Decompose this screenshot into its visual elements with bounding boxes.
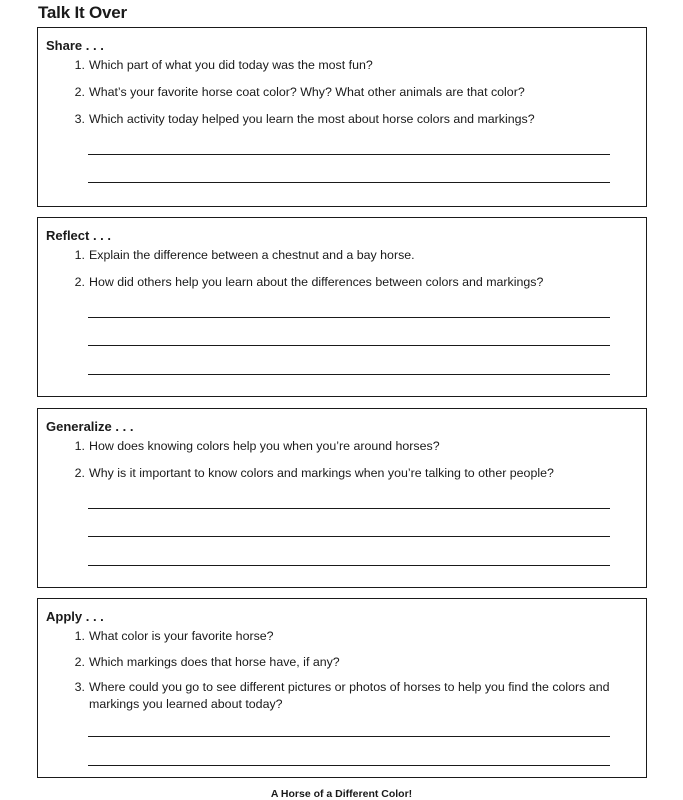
section-heading: Reflect . . .	[46, 228, 112, 243]
question-item	[71, 654, 630, 671]
question-number: 2.	[74, 466, 85, 480]
question-text: How did others help you learn about the differences between colors and markings?	[89, 275, 544, 289]
answer-line[interactable]	[88, 154, 610, 155]
answer-line[interactable]	[88, 765, 610, 766]
question-number: 3.	[74, 680, 85, 694]
question-item	[71, 247, 630, 264]
page-title: Talk It Over	[38, 3, 127, 22]
question-number: 1.	[74, 58, 85, 72]
generalize-section	[37, 408, 647, 588]
answer-line[interactable]	[88, 317, 610, 318]
question-item	[71, 57, 630, 74]
question-text: Why is it important to know colors and markings when you’re talking to other people?	[89, 466, 554, 480]
question-number: 2.	[74, 655, 85, 669]
question-item	[71, 465, 630, 482]
question-item	[71, 111, 630, 128]
answer-line[interactable]	[88, 374, 610, 375]
question-text: Which part of what you did today was the most fun?	[89, 58, 373, 72]
share-section	[37, 27, 647, 207]
section-heading: Generalize . . .	[46, 419, 134, 434]
question-text: Which activity today helped you learn the most about horse colors and markings?	[89, 112, 535, 126]
reflect-section	[37, 217, 647, 397]
section-heading: Apply . . .	[46, 609, 104, 624]
question-item	[71, 679, 630, 713]
answer-line[interactable]	[88, 736, 610, 737]
apply-section	[37, 598, 647, 778]
page-footer: A Horse of a Different Color!	[270, 788, 413, 800]
question-text: Explain the difference between a chestnut and a bay horse.	[89, 248, 415, 262]
question-number: 1.	[74, 248, 85, 262]
question-item	[71, 274, 630, 291]
question-item	[71, 438, 630, 455]
answer-line[interactable]	[88, 508, 610, 509]
question-text: How does knowing colors help you when you’re around horses?	[89, 439, 440, 453]
answer-line[interactable]	[88, 345, 610, 346]
question-number: 2.	[74, 275, 85, 289]
answer-line[interactable]	[88, 182, 610, 183]
question-number: 1.	[74, 439, 85, 453]
question-number: 3.	[74, 112, 85, 126]
answer-line[interactable]	[88, 565, 610, 566]
question-number: 1.	[74, 629, 85, 643]
question-number: 2.	[74, 85, 85, 99]
question-text: Where could you go to see different pictures or photos of horses to help you find the colors and markings you learned about today?	[89, 680, 610, 711]
question-item	[71, 628, 630, 645]
section-heading: Share . . .	[46, 38, 104, 53]
question-text: Which markings does that horse have, if any?	[89, 655, 340, 669]
question-text: What’s your favorite horse coat color? Why? What other animals are that color?	[89, 85, 525, 99]
question-item	[71, 84, 630, 101]
answer-line[interactable]	[88, 536, 610, 537]
question-text: What color is your favorite horse?	[89, 629, 274, 643]
